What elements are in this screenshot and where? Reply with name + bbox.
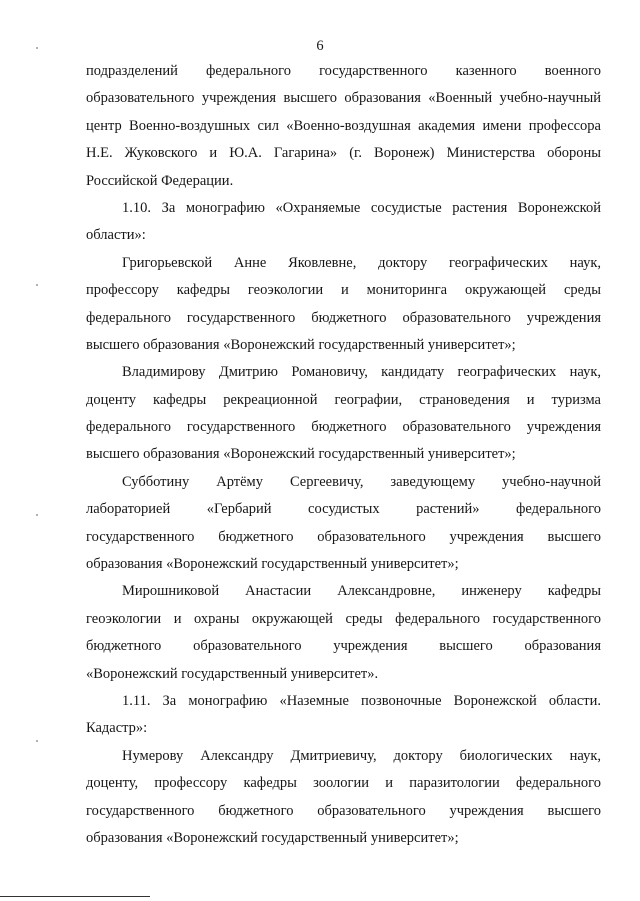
text-line: Н.Е. Жуковского и Ю.А. Гагарина» (г. Воронеж) Министерства обороны — [86, 145, 601, 162]
text-line: образовательного учреждения высшего образования «Военный учебно-научный — [86, 90, 601, 107]
text-line: подразделений федерального государственного казенного военного — [86, 63, 601, 79]
scan-speck — [36, 47, 38, 49]
text-line: Кадастр»: — [86, 720, 148, 737]
text-line: федерального государственного бюджетного образовательного учреждения — [86, 419, 601, 436]
text-line: Субботину Артёму Сергеевичу, заведующему учебно-научной — [122, 473, 601, 490]
text-line: Мирошниковой Анастасии Александровне, инженеру кафедры — [122, 583, 601, 600]
text-line: доценту кафедры рекреационной географии, страноведения и туризма — [86, 391, 601, 408]
text-line: высшего образования «Воронежский государственный университет»; — [86, 336, 516, 353]
footer-rule — [0, 896, 150, 897]
text-line: бюджетного образовательного учреждения высшего образования — [86, 638, 601, 655]
text-line: 1.10. За монографию «Охраняемые сосудистые растения Воронежской — [122, 199, 601, 216]
text-line: государственного бюджетного образовательного учреждения высшего — [86, 528, 601, 545]
text-line: геоэкологии и охраны окружающей среды федерального государственного — [86, 610, 601, 627]
text-line: «Воронежский государственный университет». — [86, 665, 379, 682]
text-line: центр Военно-воздушных сил «Военно-воздушная академия имени профессора — [86, 117, 601, 134]
text-line: профессору кафедры геоэкологии и мониторинга окружающей среды — [86, 282, 601, 299]
text-line: высшего образования «Воронежский государственный университет»; — [86, 446, 516, 463]
text-line: Григорьевской Анне Яковлевне, доктору географических наук, — [122, 254, 601, 271]
scan-speck — [36, 514, 38, 516]
text-line: 1.11. За монографию «Наземные позвоночные Воронежской области. — [122, 692, 601, 709]
text-line: Владимирову Дмитрию Романовичу, кандидату географических наук, — [122, 364, 601, 381]
text-line: Нумерову Александру Дмитриевичу, доктору биологических наук, — [122, 747, 601, 764]
text-line: образования «Воронежский государственный университет»; — [86, 556, 459, 573]
text-line: государственного бюджетного образовательного учреждения высшего — [86, 802, 601, 819]
text-line: Российской Федерации. — [86, 172, 234, 189]
text-line: области»: — [86, 227, 146, 244]
text-line: образования «Воронежский государственный университет»; — [86, 829, 459, 846]
document-body — [86, 58, 601, 852]
text-line: лабораторией «Гербарий сосудистых растений» федерального — [86, 501, 601, 518]
text-line: федерального государственного бюджетного образовательного учреждения — [86, 309, 601, 326]
scan-speck — [36, 284, 38, 286]
text-line: доценту, профессору кафедры зоологии и паразитологии федерального — [86, 775, 601, 792]
scan-speck — [36, 740, 38, 742]
page-number: 6 — [316, 38, 324, 54]
